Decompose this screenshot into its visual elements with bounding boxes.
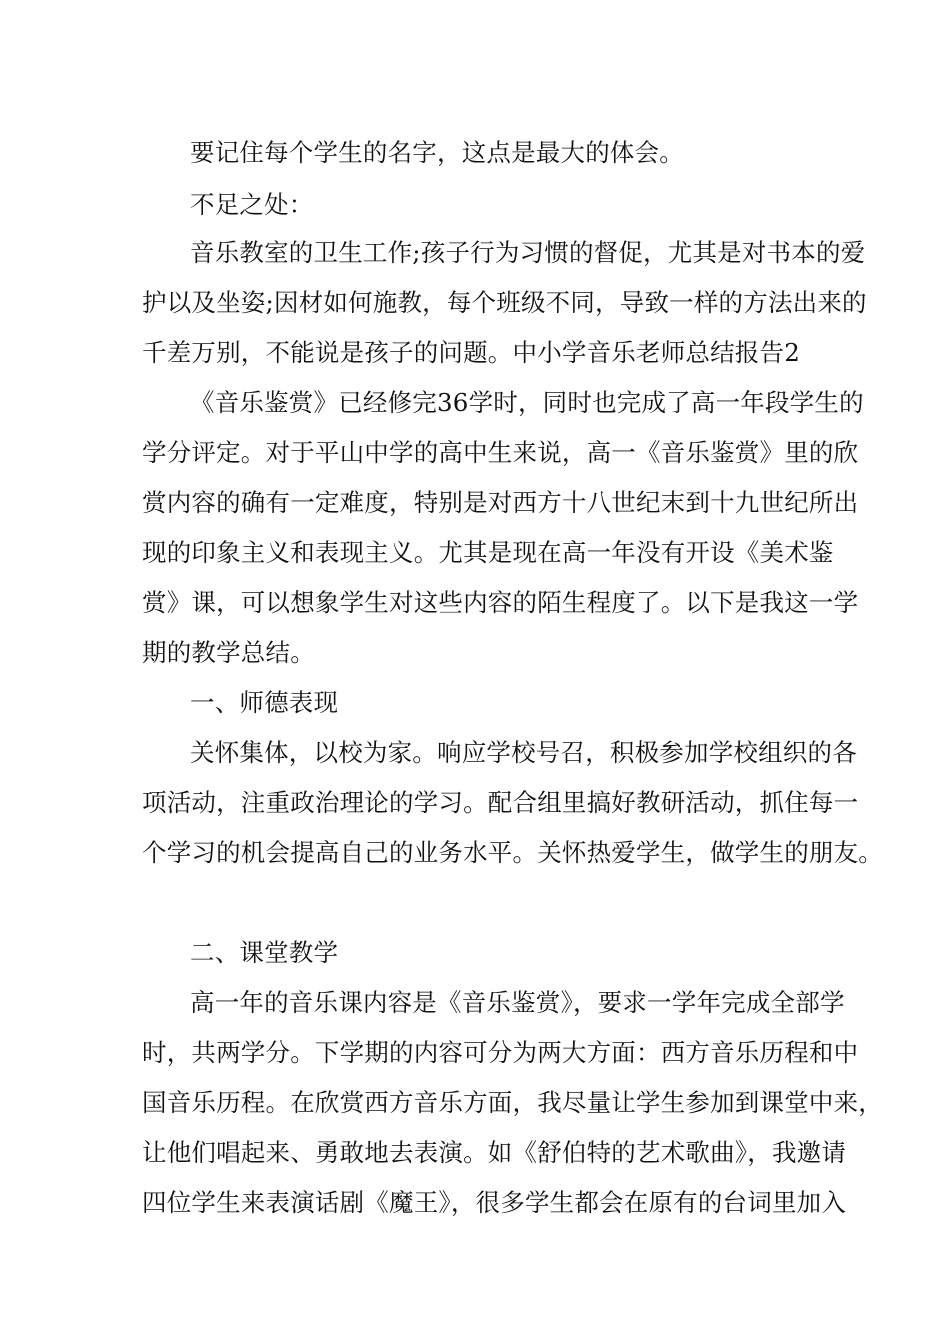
section-heading: 二、课堂教学 bbox=[190, 938, 339, 967]
text-line: 赏》课，可以想象学生对这些内容的陌生程度了。以下是我这一学 bbox=[142, 588, 859, 617]
text-line: 高一年的音乐课内容是《音乐鉴赏》，要求一学年完成全部学 bbox=[190, 988, 845, 1017]
text-line: 国音乐历程。在欣赏西方音乐方面，我尽量让学生参加到课堂中来， bbox=[142, 1088, 883, 1117]
text-line: 千差万别，不能说是孩子的问题。中小学音乐老师总结报告2 bbox=[142, 338, 800, 367]
text-line: 期的教学总结。 bbox=[142, 638, 315, 667]
text-line: 音乐教室的卫生工作;孩子行为习惯的督促，尤其是对书本的爱 bbox=[190, 238, 866, 267]
text-line: 四位学生来表演话剧《魔王》，很多学生都会在原有的台词里加入 bbox=[142, 1188, 847, 1217]
text-line: 项活动，注重政治理论的学习。配合组里搞好教研活动，抓住每一 bbox=[142, 788, 859, 817]
text-line: 现的印象主义和表现主义。尤其是现在高一年没有开设《美术鉴 bbox=[142, 538, 834, 567]
text-line: 个学习的机会提高自己的业务水平。关怀热爱学生，做学生的朋友。 bbox=[142, 838, 883, 867]
text-line: 不足之处： bbox=[190, 190, 314, 219]
section-heading: 一、师德表现 bbox=[190, 688, 339, 717]
text-line: 《音乐鉴赏》已经修完36学时，同时也完成了高一年段学生的 bbox=[190, 388, 864, 417]
text-line: 让他们唱起来、勇敢地去表演。如《舒伯特的艺术歌曲》，我邀请 bbox=[142, 1138, 847, 1167]
text-line: 赏内容的确有一定难度，特别是对西方十八世纪末到十九世纪所出 bbox=[142, 488, 859, 517]
text-line: 关怀集体，以校为家。响应学校号召，积极参加学校组织的各 bbox=[190, 738, 857, 767]
text-line: 护以及坐姿;因材如何施教，每个班级不同，导致一样的方法出来的 bbox=[142, 288, 867, 317]
text-line: 时，共两学分。下学期的内容可分为两大方面：西方音乐历程和中 bbox=[142, 1038, 859, 1067]
text-line: 要记住每个学生的名字，这点是最大的体会。 bbox=[190, 138, 684, 167]
text-line: 学分评定。对于平山中学的高中生来说，高一《音乐鉴赏》里的欣 bbox=[142, 438, 859, 467]
